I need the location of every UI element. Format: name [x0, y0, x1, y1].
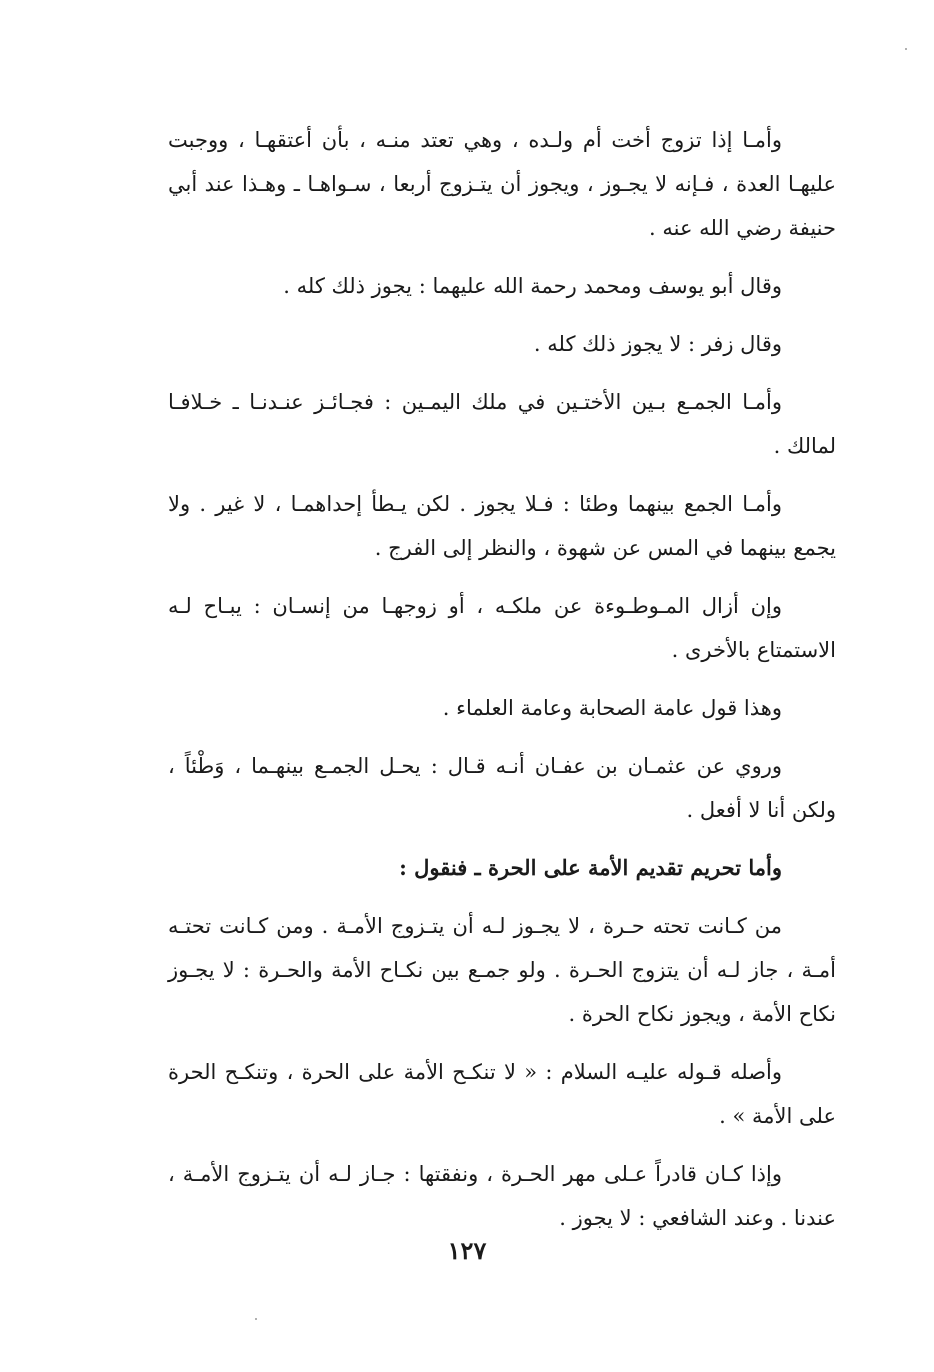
page-number: ١٢٧ — [447, 1236, 487, 1265]
paragraph-4: وأمـا الجمـع بـين الأختـين في ملك اليمـين : فجـائـز عنـدنـا ـ خـلافـا لمالك . — [168, 390, 836, 458]
paragraph-9: من كـانت تحته حـرة ، لا يجـوز لـه أن يتـزوج الأمـة . ومن كـانت تحتـه أمـة ، جاز لـه أن يتزوج الحـرة . ولو جمـع بين نكـاح الأمة والحـرة : لا يجـوز نكاح الأمة ، ويجوز نكاح الحرة . — [168, 914, 836, 1026]
paragraph-6: وإن أزال المـوطـوءة عن ملكـه ، أو زوجهـا من إنسـان : يبـاح لـه الاستمتاع بالأخرى . — [168, 594, 836, 662]
paragraph-3: وقال زفر : لا يجوز ذلك كله . — [533, 332, 782, 356]
paragraph-1: وأمـا إذا تزوج أخت أم ولـده ، وهي تعتد منـه ، بأن أعتقهـا ، ووجبت عليهـا العدة ، فـإنه لا يجـوز ، ويجوز أن يتـزوج أربعا ، سـواهـا ـ وهـذا عند أبي حنيفة رضي الله عنه . — [168, 128, 836, 240]
paragraph-7: وهذا قول عامة الصحابة وعامة العلماء . — [442, 696, 782, 720]
paragraph-5: وأمـا الجمع بينهما وطئا : فـلا يجوز . لكن يـطأ إحداهمـا ، لا غير . ولا يجمع بينهما في المس عن شهوة ، والنظر إلى الفرج . — [168, 492, 836, 560]
paragraph-8: وروي عن عثمـان بن عفـان أنـه قـال : يحـل الجمـع بينهـما ، وَطْئاً ، ولكن أنا لا أفعل . — [168, 754, 836, 822]
body-text — [168, 118, 836, 1254]
section-heading: وأما تحريم تقديم الأمة على الحرة ـ فنقول : — [399, 855, 782, 880]
paragraph-10: وأصله قـوله عليـه السلام : « لا تنكـح الأمة على الحرة ، وتنكـح الحرة على الأمة » . — [168, 1060, 836, 1128]
paragraph-2: وقال أبو يوسف ومحمد رحمة الله عليهما : يجوز ذلك كله . — [283, 274, 782, 298]
scan-speck — [255, 1318, 257, 1320]
paragraph-11: وإذا كـان قادراً عـلى مهر الحـرة ، ونفقتها : جـاز لـه أن يتـزوج الأمـة ، عندنا . وعند الشافعي : لا يجوز . — [168, 1162, 836, 1230]
scan-speck — [905, 48, 907, 50]
